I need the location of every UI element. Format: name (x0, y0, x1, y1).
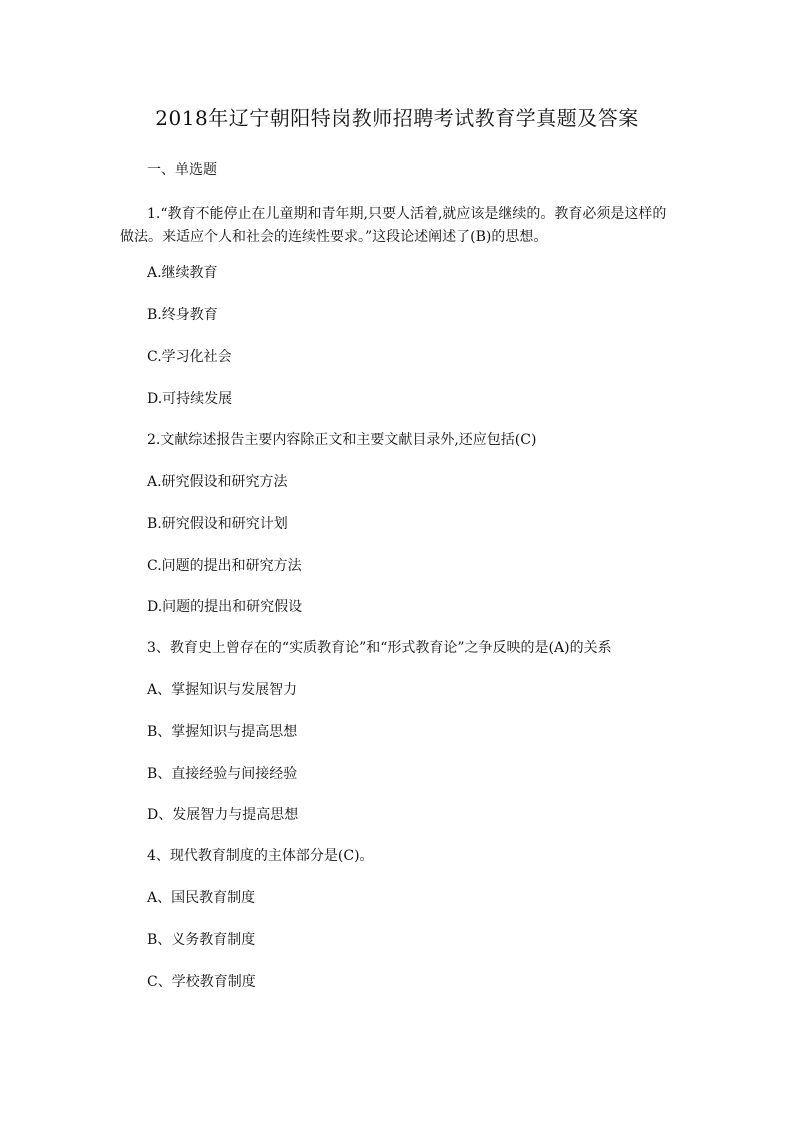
option-item: B、直接经验与间接经验 (147, 766, 298, 782)
option-item: C.学习化社会 (147, 349, 232, 365)
option-item: D.问题的提出和研究假设 (147, 599, 303, 615)
option-item: B、义务教育制度 (147, 932, 256, 948)
option-item: D、发展智力与提高思想 (147, 807, 299, 823)
option-item: A.研究假设和研究方法 (147, 474, 288, 490)
question-stem: 3、教育史上曾存在的“实质教育论”和“形式教育论”之争反映的是(A)的关系 (147, 640, 612, 656)
option-item: C、学校教育制度 (147, 974, 256, 990)
question-stem: 4、现代教育制度的主体部分是(C)。 (147, 848, 374, 864)
question-stem: 1.“教育不能停止在儿童期和青年期,只要人活着,就应该是继续的。教育必须是这样的做法。来适应个人和社会的连续性要求。”这段论述阐述了(B)的思想。 (120, 206, 667, 245)
option-item: A.继续教育 (147, 265, 218, 281)
option-item: B.研究假设和研究计划 (147, 516, 288, 532)
option-item: D.可持续发展 (147, 391, 233, 407)
option-item: A、国民教育制度 (147, 890, 256, 906)
option-item: A、掌握知识与发展智力 (147, 682, 298, 698)
document-title: 2018年辽宁朝阳特岗教师招聘考试教育学真题及答案 (155, 106, 639, 130)
option-item: C.问题的提出和研究方法 (147, 558, 302, 574)
question-stem: 2.文献综述报告主要内容除正文和主要文献目录外,还应包括(C) (147, 432, 537, 448)
section-heading: 一、单选题 (147, 162, 217, 178)
option-item: B、掌握知识与提高思想 (147, 724, 298, 740)
option-item: B.终身教育 (147, 307, 218, 323)
